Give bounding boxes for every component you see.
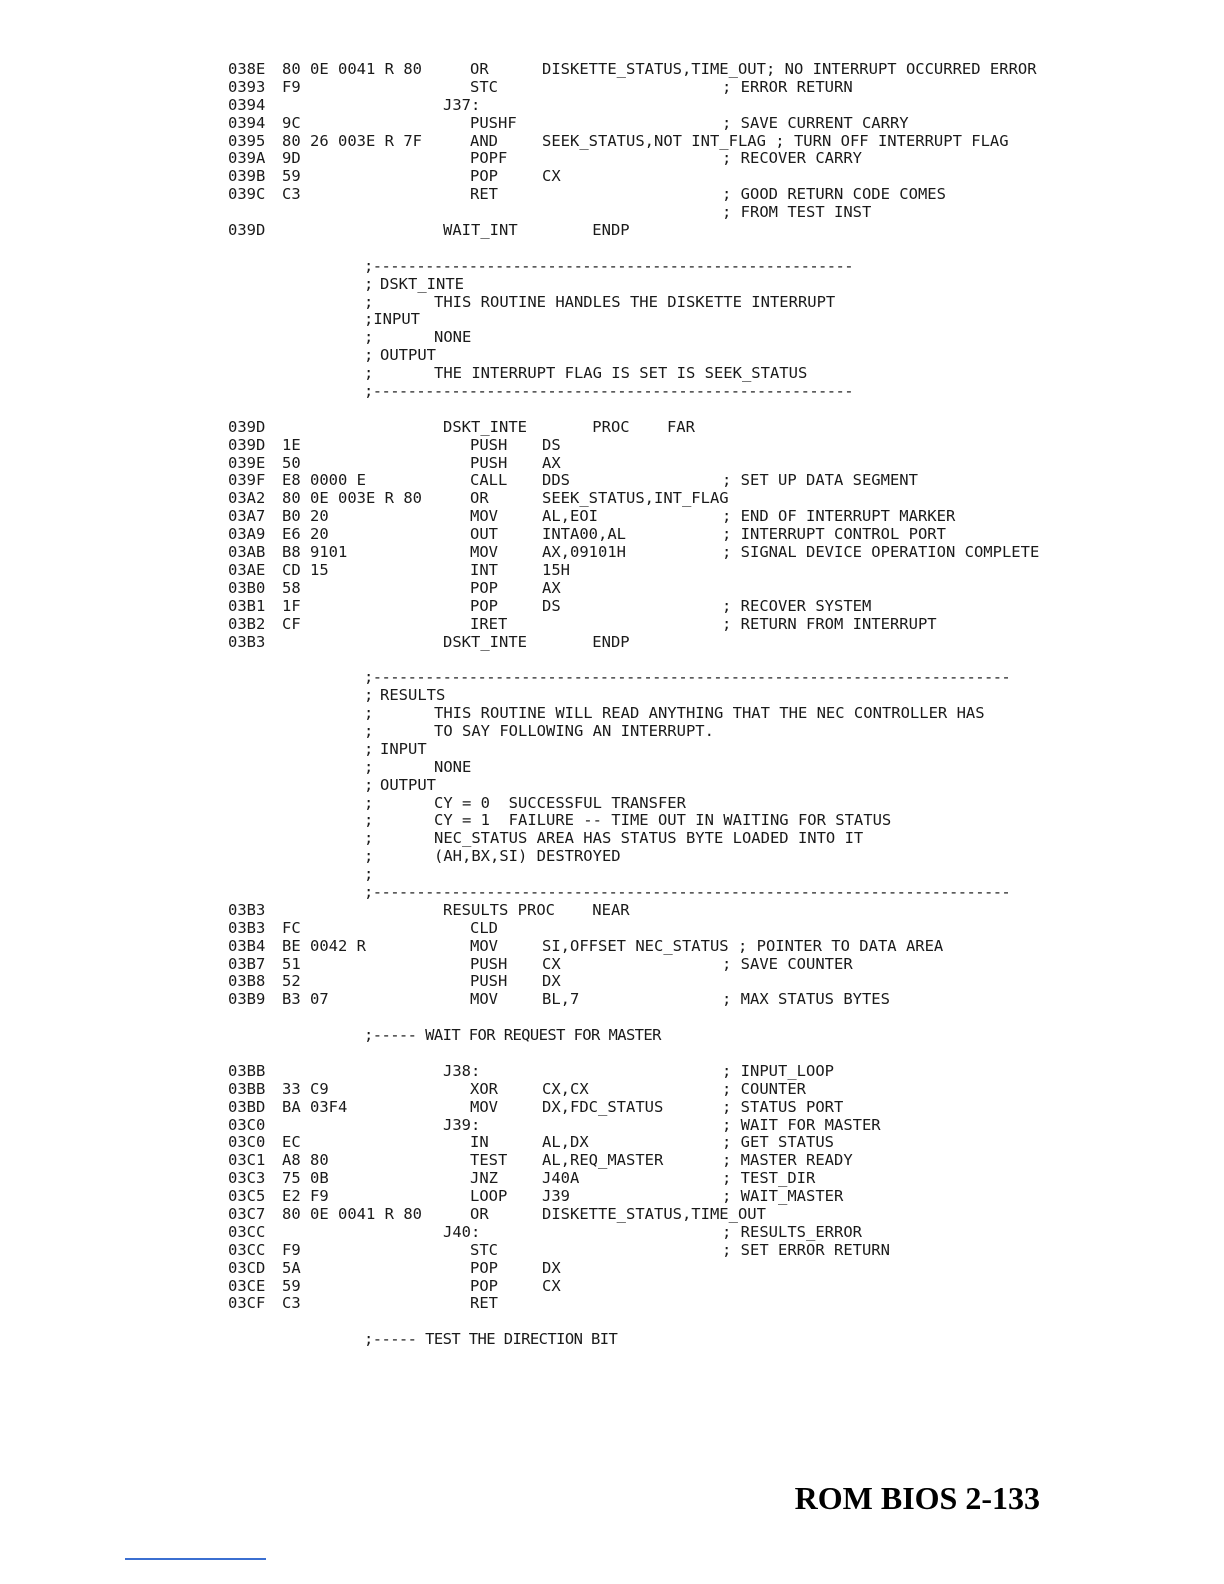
listing-line bbox=[0, 1027, 1224, 1045]
object-code: 9D bbox=[282, 149, 301, 168]
comment-marker: ; bbox=[364, 793, 374, 812]
address: 03BB bbox=[228, 1061, 266, 1080]
address: 03A2 bbox=[228, 489, 266, 508]
listing-line bbox=[0, 1295, 1224, 1313]
listing-line bbox=[0, 258, 1224, 276]
listing-line bbox=[0, 1206, 1224, 1224]
label: RESULTS PROC NEAR bbox=[443, 900, 630, 919]
comment: ; ERROR RETURN bbox=[722, 77, 853, 96]
opcode: XOR bbox=[470, 1079, 498, 1098]
address: 039F bbox=[228, 471, 266, 490]
listing-line bbox=[0, 1242, 1224, 1260]
opcode: RET bbox=[470, 185, 498, 204]
listing-line bbox=[0, 115, 1224, 133]
comment: ; WAIT FOR MASTER bbox=[722, 1115, 881, 1134]
operand: J39 bbox=[542, 1187, 570, 1206]
listing-line bbox=[0, 1224, 1224, 1242]
opcode: PUSH bbox=[470, 453, 508, 472]
listing-line bbox=[0, 1117, 1224, 1135]
object-code: B8 9101 bbox=[282, 543, 348, 562]
listing-line bbox=[0, 1045, 1224, 1063]
listing-line bbox=[0, 634, 1224, 652]
listing-line bbox=[0, 1331, 1224, 1349]
listing-line bbox=[0, 329, 1224, 347]
listing-line bbox=[0, 1009, 1224, 1027]
operand: AX bbox=[542, 453, 561, 472]
comment: ; SET ERROR RETURN bbox=[722, 1240, 890, 1259]
address: 03A9 bbox=[228, 525, 266, 544]
opcode: POP bbox=[470, 167, 498, 186]
operand: BL,7 bbox=[542, 990, 580, 1009]
page-footer-title: ROM BIOS 2-133 bbox=[794, 1480, 1040, 1516]
address: 038E bbox=[228, 60, 266, 78]
operand: J40A bbox=[542, 1169, 580, 1188]
opcode: LOOP bbox=[470, 1187, 508, 1206]
comment-marker: ; bbox=[364, 364, 374, 383]
comment: ; TEST_DIR bbox=[722, 1169, 816, 1188]
listing-line bbox=[0, 866, 1224, 884]
listing-line bbox=[0, 1188, 1224, 1206]
address: 0395 bbox=[228, 131, 266, 150]
operand: CX bbox=[542, 167, 561, 186]
listing-line bbox=[0, 1063, 1224, 1081]
comment-rule: ;----- WAIT FOR REQUEST FOR MASTER bbox=[364, 1026, 661, 1045]
listing-line bbox=[0, 884, 1224, 902]
comment-marker: ; bbox=[364, 346, 374, 365]
object-code: 1E bbox=[282, 435, 301, 454]
label: DSKT_INTE PROC FAR bbox=[443, 417, 695, 436]
object-code: F9 bbox=[282, 77, 301, 96]
comment-rule: ;------------------------------------------------------- bbox=[364, 256, 853, 275]
comment-text-indented: THIS ROUTINE HANDLES THE DISKETTE INTERRUPT bbox=[434, 292, 836, 311]
comment-marker: ; bbox=[364, 829, 374, 848]
opcode: OR bbox=[470, 1205, 489, 1223]
listing-line bbox=[0, 1099, 1224, 1117]
opcode: PUSH bbox=[470, 954, 508, 973]
object-code: 80 0E 0041 R 80 bbox=[282, 1205, 422, 1223]
address: 03AB bbox=[228, 543, 266, 562]
comment-text: OUTPUT bbox=[380, 346, 436, 365]
opcode: MOV bbox=[470, 990, 498, 1009]
object-code: E2 F9 bbox=[282, 1187, 329, 1206]
comment: ; SET UP DATA SEGMENT bbox=[722, 471, 918, 490]
object-code: B0 20 bbox=[282, 507, 329, 526]
object-code: 80 0E 0041 R 80 bbox=[282, 60, 422, 78]
comment-rule: ;------------------------------------------------------------------------- bbox=[364, 882, 1011, 901]
listing-line bbox=[0, 598, 1224, 616]
operand: INTA00,AL bbox=[542, 525, 626, 544]
listing-line bbox=[0, 311, 1224, 329]
address: 039D bbox=[228, 221, 266, 240]
listing-line bbox=[0, 759, 1224, 777]
comment-text: RESULTS bbox=[380, 686, 446, 705]
address: 03B3 bbox=[228, 918, 266, 937]
listing-line bbox=[0, 240, 1224, 258]
opcode: PUSH bbox=[470, 972, 508, 991]
comment: ; RECOVER SYSTEM bbox=[722, 596, 872, 615]
operand: DX bbox=[542, 972, 561, 991]
listing-line bbox=[0, 437, 1224, 455]
object-code: 51 bbox=[282, 954, 301, 973]
comment-rule: ;------------------------------------------------------------------------- bbox=[364, 668, 1011, 687]
listing-line bbox=[0, 222, 1224, 240]
comment-marker: ; bbox=[364, 328, 374, 347]
opcode: TEST bbox=[470, 1151, 508, 1170]
address: 039B bbox=[228, 167, 266, 186]
listing-line bbox=[0, 490, 1224, 508]
comment: ; INTERRUPT CONTROL PORT bbox=[722, 525, 946, 544]
comment-rule: ;------------------------------------------------------- bbox=[364, 382, 853, 401]
listing-line bbox=[0, 419, 1224, 437]
operand: DISKETTE_STATUS,TIME_OUT bbox=[542, 1205, 766, 1223]
label: DSKT_INTE ENDP bbox=[443, 632, 630, 651]
opcode: IRET bbox=[470, 614, 508, 633]
operand: CX bbox=[542, 1276, 561, 1295]
label: J37: bbox=[443, 95, 481, 114]
listing-line bbox=[0, 705, 1224, 723]
listing-line bbox=[0, 401, 1224, 419]
comment-marker: ; bbox=[364, 865, 374, 884]
comment-marker: ; bbox=[364, 274, 374, 293]
address: 039D bbox=[228, 435, 266, 454]
operand: CX,CX bbox=[542, 1079, 589, 1098]
listing-line bbox=[0, 741, 1224, 759]
address: 03B3 bbox=[228, 632, 266, 651]
address: 039E bbox=[228, 453, 266, 472]
address: 03B3 bbox=[228, 900, 266, 919]
object-code: E8 0000 E bbox=[282, 471, 366, 490]
address: 03BB bbox=[228, 1079, 266, 1098]
object-code: BE 0042 R bbox=[282, 936, 366, 955]
comment-marker: ; bbox=[364, 292, 374, 311]
comment: ; SAVE COUNTER bbox=[722, 954, 853, 973]
comment-marker: ; bbox=[364, 686, 374, 705]
comment: ; MAX STATUS BYTES bbox=[722, 990, 890, 1009]
object-code: 75 0B bbox=[282, 1169, 329, 1188]
comment-text-indented: THIS ROUTINE WILL READ ANYTHING THAT THE NEC CONTROLLER HAS bbox=[434, 704, 985, 723]
address: 03B9 bbox=[228, 990, 266, 1009]
listing-line bbox=[0, 455, 1224, 473]
listing-line bbox=[0, 383, 1224, 401]
object-code: C3 bbox=[282, 1294, 301, 1313]
operand: 15H bbox=[542, 560, 570, 579]
address: 03C3 bbox=[228, 1169, 266, 1188]
operand: SEEK_STATUS,INT_FLAG bbox=[542, 489, 729, 508]
object-code: A8 80 bbox=[282, 1151, 329, 1170]
object-code: 80 0E 003E R 80 bbox=[282, 489, 422, 508]
object-code: 80 26 003E R 7F bbox=[282, 131, 422, 150]
label: J39: bbox=[443, 1115, 481, 1134]
listing-line bbox=[0, 544, 1224, 562]
listing-line bbox=[0, 1260, 1224, 1278]
object-code: E6 20 bbox=[282, 525, 329, 544]
listing-line bbox=[0, 79, 1224, 97]
comment-text: INPUT bbox=[380, 739, 427, 758]
comment: ; FROM TEST INST bbox=[722, 203, 872, 222]
comment: ; RETURN FROM INTERRUPT bbox=[722, 614, 937, 633]
operand: DS bbox=[542, 435, 561, 454]
comment-text-indented: THE INTERRUPT FLAG IS SET IS SEEK_STATUS bbox=[434, 364, 808, 383]
listing-line bbox=[0, 795, 1224, 813]
label: J38: bbox=[443, 1061, 481, 1080]
listing-line bbox=[0, 1170, 1224, 1188]
address: 03AE bbox=[228, 560, 266, 579]
listing-line bbox=[0, 920, 1224, 938]
listing-line bbox=[0, 651, 1224, 669]
listing-line bbox=[0, 133, 1224, 151]
object-code: CF bbox=[282, 614, 301, 633]
listing-line bbox=[0, 526, 1224, 544]
opcode: MOV bbox=[470, 936, 498, 955]
comment-marker: ; bbox=[364, 704, 374, 723]
address: 03C7 bbox=[228, 1205, 266, 1223]
label: J40: bbox=[443, 1222, 481, 1241]
listing-line bbox=[0, 1134, 1224, 1152]
object-code: EC bbox=[282, 1133, 301, 1152]
listing-line bbox=[0, 61, 1224, 79]
object-code: BA 03F4 bbox=[282, 1097, 348, 1116]
object-code: 59 bbox=[282, 1276, 301, 1295]
object-code: 9C bbox=[282, 113, 301, 132]
listing-line bbox=[0, 276, 1224, 294]
comment-text-indented: CY = 0 SUCCESSFUL TRANSFER bbox=[434, 793, 686, 812]
object-code: C3 bbox=[282, 185, 301, 204]
listing-line bbox=[0, 830, 1224, 848]
object-code: 59 bbox=[282, 167, 301, 186]
comment: ; MASTER READY bbox=[722, 1151, 853, 1170]
listing-line bbox=[0, 186, 1224, 204]
object-code: 52 bbox=[282, 972, 301, 991]
object-code: 33 C9 bbox=[282, 1079, 329, 1098]
operand: AL,DX bbox=[542, 1133, 589, 1152]
comment: ; GOOD RETURN CODE COMES bbox=[722, 185, 946, 204]
listing-line bbox=[0, 616, 1224, 634]
comment: ; COUNTER bbox=[722, 1079, 806, 1098]
opcode: MOV bbox=[470, 507, 498, 526]
comment-marker: ; bbox=[364, 739, 374, 758]
comment: ; INPUT_LOOP bbox=[722, 1061, 834, 1080]
object-code: 58 bbox=[282, 578, 301, 597]
listing-line bbox=[0, 508, 1224, 526]
comment: ; RECOVER CARRY bbox=[722, 149, 862, 168]
comment: ; END OF INTERRUPT MARKER bbox=[722, 507, 956, 526]
comment-text-indented: NONE bbox=[434, 328, 472, 347]
object-code: B3 07 bbox=[282, 990, 329, 1009]
listing-line bbox=[0, 472, 1224, 490]
comment-text: OUTPUT bbox=[380, 775, 436, 794]
listing-line bbox=[0, 1081, 1224, 1099]
listing-line bbox=[0, 812, 1224, 830]
opcode: STC bbox=[470, 1240, 498, 1259]
comment-marker: ; bbox=[364, 721, 374, 740]
opcode: POP bbox=[470, 596, 498, 615]
listing-line bbox=[0, 1152, 1224, 1170]
comment: ; GET STATUS bbox=[722, 1133, 834, 1152]
address: 03A7 bbox=[228, 507, 266, 526]
object-code: 50 bbox=[282, 453, 301, 472]
comment: ; SAVE CURRENT CARRY bbox=[722, 113, 909, 132]
listing-line bbox=[0, 347, 1224, 365]
address: 03C0 bbox=[228, 1133, 266, 1152]
address: 03C0 bbox=[228, 1115, 266, 1134]
operand: DS bbox=[542, 596, 561, 615]
listing-line bbox=[0, 1278, 1224, 1296]
address: 03B1 bbox=[228, 596, 266, 615]
address: 0394 bbox=[228, 95, 266, 114]
opcode: RET bbox=[470, 1294, 498, 1313]
listing-line bbox=[0, 777, 1224, 795]
operand: DDS bbox=[542, 471, 570, 490]
comment-marker: ; bbox=[364, 847, 374, 866]
opcode: PUSHF bbox=[470, 113, 517, 132]
comment-text-indented: CY = 1 FAILURE -- TIME OUT IN WAITING FOR STATUS bbox=[434, 811, 892, 830]
address: 03C1 bbox=[228, 1151, 266, 1170]
listing-line bbox=[0, 97, 1224, 115]
address: 03B8 bbox=[228, 972, 266, 991]
listing-line bbox=[0, 150, 1224, 168]
operand: DX,FDC_STATUS bbox=[542, 1097, 664, 1116]
address: 03CF bbox=[228, 1294, 266, 1313]
object-code: 5A bbox=[282, 1258, 301, 1277]
address: 03CE bbox=[228, 1276, 266, 1295]
opcode: POP bbox=[470, 1258, 498, 1277]
listing-line bbox=[0, 168, 1224, 186]
opcode: IN bbox=[470, 1133, 489, 1152]
operand: AL,EOI bbox=[542, 507, 598, 526]
opcode: MOV bbox=[470, 543, 498, 562]
operand: DX bbox=[542, 1258, 561, 1277]
address: 0394 bbox=[228, 113, 266, 132]
opcode: CLD bbox=[470, 918, 498, 937]
assembly-listing bbox=[0, 61, 1224, 1349]
footer-link-underline bbox=[125, 1558, 266, 1560]
comment-marker: ; bbox=[364, 811, 374, 830]
operand: DISKETTE_STATUS,TIME_OUT; NO INTERRUPT OCCURRED ERROR bbox=[542, 60, 1037, 78]
listing-line bbox=[0, 902, 1224, 920]
listing-line bbox=[0, 204, 1224, 222]
listing-line bbox=[0, 1313, 1224, 1331]
listing-line bbox=[0, 973, 1224, 991]
object-code: FC bbox=[282, 918, 301, 937]
address: 03BD bbox=[228, 1097, 266, 1116]
address: 039D bbox=[228, 417, 266, 436]
comment: ; SIGNAL DEVICE OPERATION COMPLETE bbox=[722, 543, 1040, 562]
object-code: CD 15 bbox=[282, 560, 329, 579]
address: 039C bbox=[228, 185, 266, 204]
opcode: STC bbox=[470, 77, 498, 96]
opcode: OUT bbox=[470, 525, 498, 544]
listing-line bbox=[0, 938, 1224, 956]
listing-line bbox=[0, 848, 1224, 866]
operand: CX bbox=[542, 954, 561, 973]
address: 03CC bbox=[228, 1222, 266, 1241]
label: WAIT_INT ENDP bbox=[443, 221, 630, 240]
address: 0393 bbox=[228, 77, 266, 96]
address: 03CD bbox=[228, 1258, 266, 1277]
comment-marker: ;INPUT bbox=[364, 310, 420, 329]
object-code: 1F bbox=[282, 596, 301, 615]
opcode: MOV bbox=[470, 1097, 498, 1116]
comment-marker: ; bbox=[364, 757, 374, 776]
opcode: POP bbox=[470, 1276, 498, 1295]
operand: SEEK_STATUS,NOT INT_FLAG ; TURN OFF INTERRUPT FLAG bbox=[542, 131, 1009, 150]
address: 039A bbox=[228, 149, 266, 168]
opcode: INT bbox=[470, 560, 498, 579]
listing-line bbox=[0, 294, 1224, 312]
comment-text: DSKT_INTE bbox=[380, 274, 464, 293]
comment-text-indented: NEC_STATUS AREA HAS STATUS BYTE LOADED INTO IT bbox=[434, 829, 864, 848]
operand: AX,09101H bbox=[542, 543, 626, 562]
opcode: POPF bbox=[470, 149, 508, 168]
address: 03B2 bbox=[228, 614, 266, 633]
opcode: PUSH bbox=[470, 435, 508, 454]
comment-text-indented: NONE bbox=[434, 757, 472, 776]
comment-marker: ; bbox=[364, 775, 374, 794]
listing-line bbox=[0, 991, 1224, 1009]
opcode: OR bbox=[470, 489, 489, 508]
comment-text-indented: (AH,BX,SI) DESTROYED bbox=[434, 847, 621, 866]
operand: AL,REQ_MASTER bbox=[542, 1151, 664, 1170]
listing-line bbox=[0, 365, 1224, 383]
listing-line bbox=[0, 956, 1224, 974]
opcode: CALL bbox=[470, 471, 508, 490]
listing-line bbox=[0, 723, 1224, 741]
address: 03CC bbox=[228, 1240, 266, 1259]
opcode: JNZ bbox=[470, 1169, 498, 1188]
opcode: OR bbox=[470, 60, 489, 78]
comment: ; WAIT_MASTER bbox=[722, 1187, 844, 1206]
object-code: F9 bbox=[282, 1240, 301, 1259]
comment-text-indented: TO SAY FOLLOWING AN INTERRUPT. bbox=[434, 721, 714, 740]
address: 03B0 bbox=[228, 578, 266, 597]
comment: ; RESULTS_ERROR bbox=[722, 1222, 862, 1241]
opcode: POP bbox=[470, 578, 498, 597]
address: 03B7 bbox=[228, 954, 266, 973]
operand: AX bbox=[542, 578, 561, 597]
listing-line bbox=[0, 687, 1224, 705]
listing-line bbox=[0, 562, 1224, 580]
opcode: AND bbox=[470, 131, 498, 150]
listing-line bbox=[0, 669, 1224, 687]
address: 03C5 bbox=[228, 1187, 266, 1206]
operand: SI,OFFSET NEC_STATUS ; POINTER TO DATA AREA bbox=[542, 936, 944, 955]
comment-rule: ;----- TEST THE DIRECTION BIT bbox=[364, 1330, 618, 1349]
address: 03B4 bbox=[228, 936, 266, 955]
listing-line bbox=[0, 580, 1224, 598]
comment: ; STATUS PORT bbox=[722, 1097, 844, 1116]
